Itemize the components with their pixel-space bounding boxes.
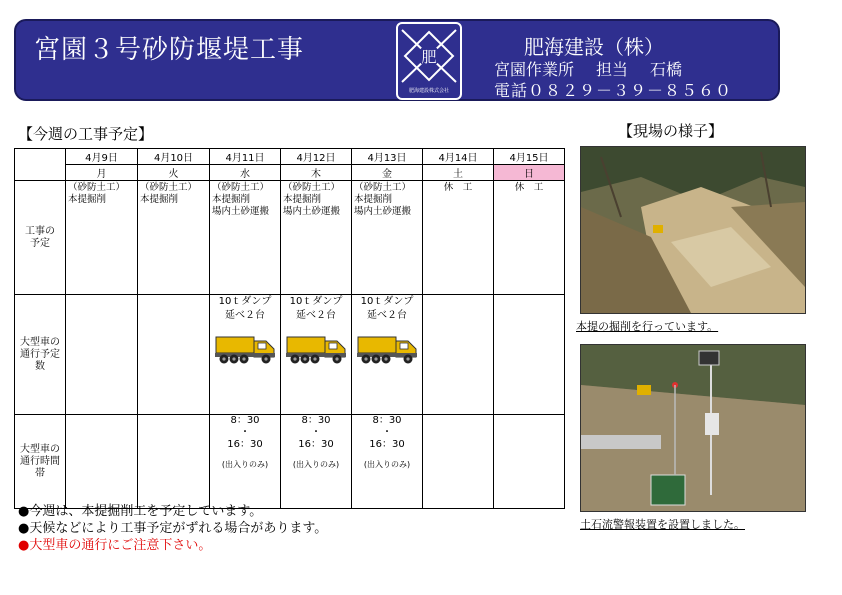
- hours-cell: [494, 415, 565, 509]
- truck-type: 10ｔダンプ: [360, 296, 414, 307]
- note-item-warning: ●大型車の通行にご注意下さい。: [18, 538, 212, 553]
- hours-start: 8：30: [301, 415, 331, 426]
- hours-cell: [66, 415, 138, 509]
- date-cell: 4月10日: [138, 149, 210, 165]
- work-cell: [281, 181, 352, 295]
- hours-end: 16：30: [227, 439, 263, 450]
- holiday-label: 休 工: [514, 182, 544, 193]
- logo-glyph: 肥: [421, 48, 437, 66]
- trucks-cell: [423, 295, 494, 415]
- truck-count: 延べ２台: [296, 310, 336, 321]
- trucks-row: [15, 295, 565, 415]
- trucks-cell: [138, 295, 210, 415]
- hours-start: 8：30: [372, 415, 402, 426]
- work-category: （砂防土工）: [212, 182, 270, 193]
- hours-separator: ・: [311, 427, 321, 438]
- weekday-cell: 金: [352, 165, 423, 181]
- person-name: 石橋: [650, 60, 683, 79]
- hours-note: (出入りのみ): [221, 460, 269, 469]
- office-name: 宮園作業所: [494, 60, 575, 79]
- row-label-trucks: [15, 295, 66, 415]
- dump-truck-icon: [285, 331, 347, 365]
- person-role: 担当: [596, 60, 629, 79]
- photo-caption: 土石流警報装置を設置しました。: [580, 518, 745, 531]
- hours-start: 8：30: [230, 415, 260, 426]
- trucks-cell: [494, 295, 565, 415]
- date-cell: 4月11日: [210, 149, 281, 165]
- work-cell: [423, 181, 494, 295]
- work-task: 本提掘削: [140, 194, 179, 205]
- holiday-label: 休 工: [443, 182, 473, 193]
- hours-note: (出入りのみ): [363, 460, 411, 469]
- row-label-work: [15, 181, 66, 295]
- company-logo: [396, 22, 462, 100]
- hours-separator: ・: [240, 427, 250, 438]
- date-cell: 4月13日: [352, 149, 423, 165]
- work-cell: [138, 181, 210, 295]
- truck-count: 延べ２台: [225, 310, 265, 321]
- work-cell: [210, 181, 281, 295]
- excavation-photo-image: [581, 147, 805, 313]
- work-category: （砂防土工）: [283, 182, 341, 193]
- work-task: 本提掘削: [283, 194, 322, 205]
- work-category: （砂防土工）: [68, 182, 126, 193]
- corner-cell: [15, 149, 66, 181]
- weekday-cell-sunday: 日: [494, 165, 565, 181]
- warning-device-photo-image: [581, 345, 805, 511]
- work-task: 場内土砂運搬: [354, 206, 412, 217]
- weekday-cell: 火: [138, 165, 210, 181]
- work-row: [15, 181, 565, 295]
- work-cell: [352, 181, 423, 295]
- row-label-trucks-text: 大型車の通行予定数: [20, 336, 60, 372]
- date-cell: 4月15日: [494, 149, 565, 165]
- photo-caption: 本提の掘削を行っています。: [576, 320, 719, 333]
- schedule-table: [14, 148, 565, 509]
- phone-number: 電話０８２９－３９－８５６０: [494, 81, 733, 100]
- work-task: 本提掘削: [354, 194, 393, 205]
- logo-caption: 肥海建設株式会社: [408, 88, 449, 94]
- dump-truck-icon: [214, 331, 276, 365]
- dump-truck-icon: [356, 331, 418, 365]
- truck-count: 延べ２台: [367, 310, 407, 321]
- date-cell: 4月9日: [66, 149, 138, 165]
- work-task: 場内土砂運搬: [212, 206, 270, 217]
- work-category: （砂防土工）: [140, 182, 198, 193]
- project-title: 宮園３号砂防堰堤工事: [34, 35, 305, 65]
- hours-end: 16：30: [369, 439, 405, 450]
- row-label-work-text: 工事の予定: [25, 225, 55, 249]
- notes-block: [18, 503, 327, 554]
- weekday-cell: 土: [423, 165, 494, 181]
- trucks-cell: [66, 295, 138, 415]
- date-row: [15, 149, 565, 165]
- hours-cell: [138, 415, 210, 509]
- trucks-cell: [281, 295, 352, 415]
- hours-cell: [423, 415, 494, 509]
- office-line: [494, 57, 704, 80]
- header-banner: [14, 19, 780, 101]
- work-cell: [494, 181, 565, 295]
- site-photo-warning-device: [580, 344, 806, 512]
- row-label-hours: [15, 415, 66, 509]
- company-name: 肥海建設（株）: [524, 35, 664, 59]
- schedule-section-title: 【今週の工事予定】: [18, 125, 154, 143]
- hours-cell: [210, 415, 281, 509]
- hours-row: [15, 415, 565, 509]
- hours-end: 16：30: [298, 439, 334, 450]
- trucks-cell: [210, 295, 281, 415]
- work-category: （砂防土工）: [354, 182, 412, 193]
- site-photo-excavation: [580, 146, 806, 314]
- note-item: ●今週は、本提掘削工を予定しています。: [18, 504, 263, 519]
- trucks-cell: [352, 295, 423, 415]
- row-label-hours-text: 大型車の通行時間帯: [20, 443, 60, 479]
- truck-type: 10ｔダンプ: [289, 296, 343, 307]
- work-task: 場内土砂運搬: [283, 206, 341, 217]
- work-task: 本提掘削: [68, 194, 107, 205]
- hours-separator: ・: [382, 427, 392, 438]
- hours-cell: [352, 415, 423, 509]
- work-task: 本提掘削: [212, 194, 251, 205]
- weekday-cell: 木: [281, 165, 352, 181]
- hours-cell: [281, 415, 352, 509]
- note-item: ●天候などにより工事予定がずれる場合があります。: [18, 521, 328, 536]
- weekday-cell: 月: [66, 165, 138, 181]
- date-cell: 4月14日: [423, 149, 494, 165]
- hours-note: (出入りのみ): [292, 460, 340, 469]
- date-cell: 4月12日: [281, 149, 352, 165]
- work-cell: [66, 181, 138, 295]
- truck-type: 10ｔダンプ: [218, 296, 272, 307]
- weekday-row: [15, 165, 565, 181]
- site-section-title: 【現場の様子】: [618, 122, 724, 140]
- weekday-cell: 水: [210, 165, 281, 181]
